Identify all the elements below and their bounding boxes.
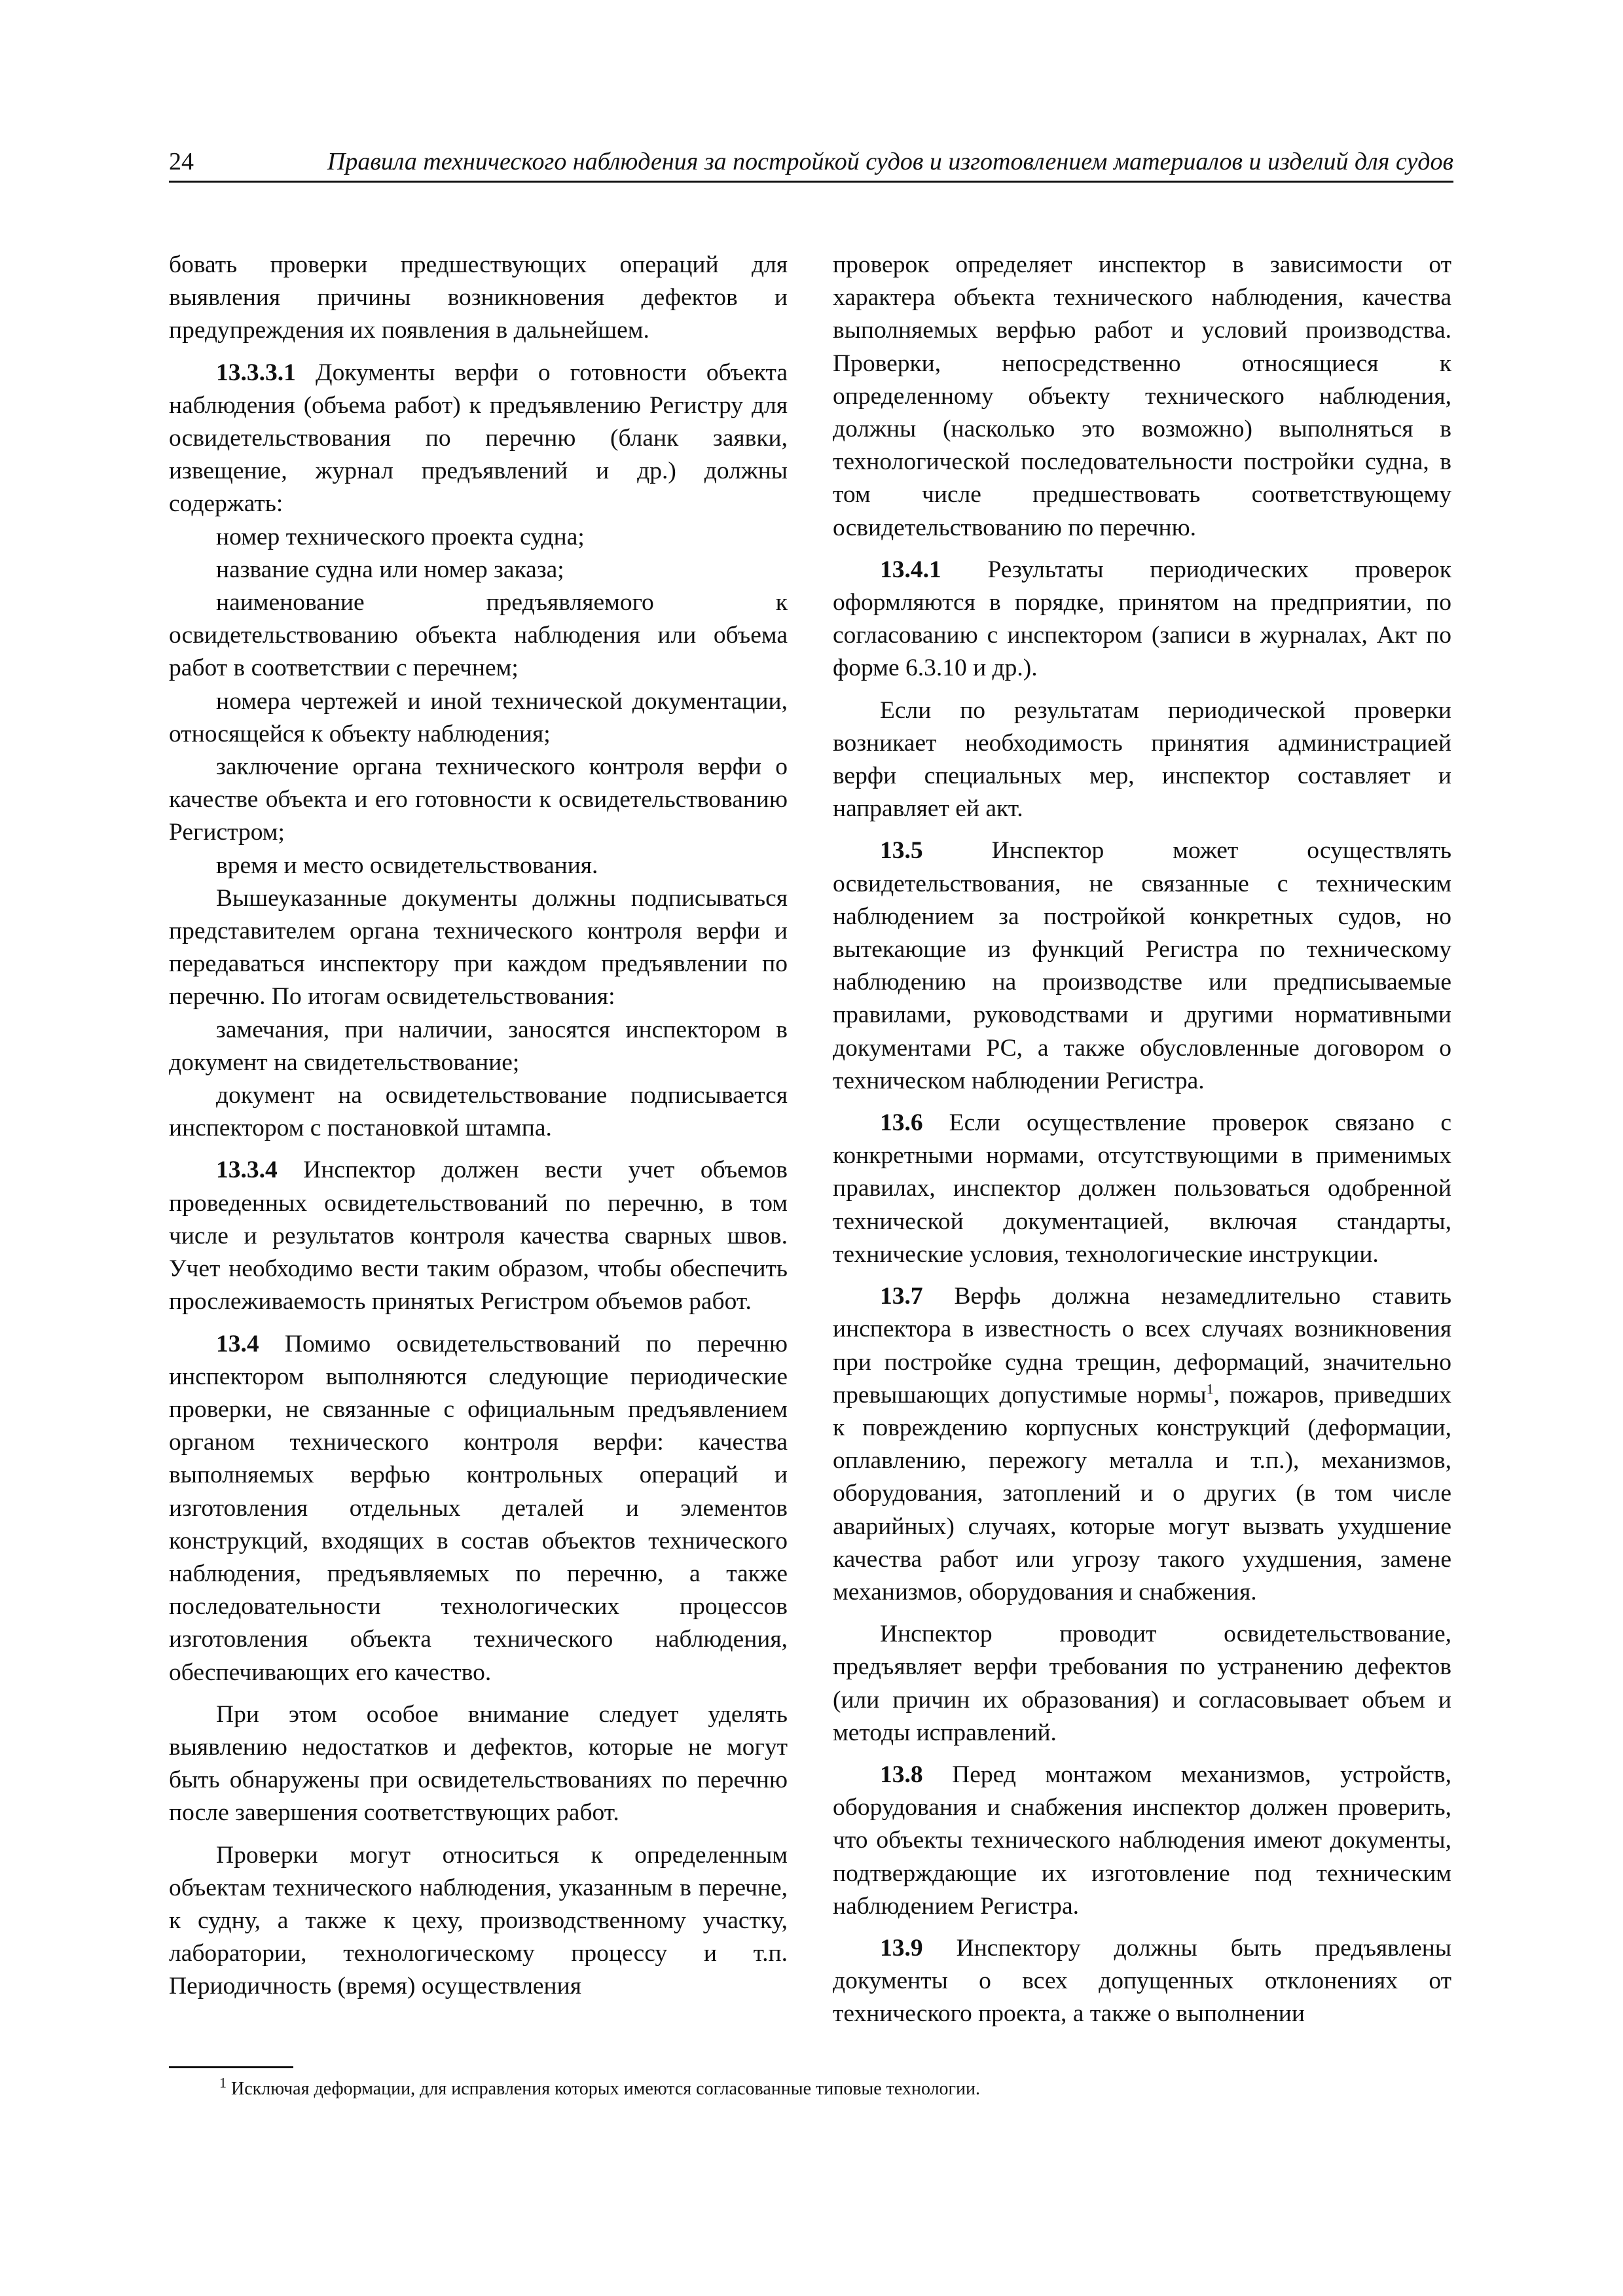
paragraph-13-4-1 (833, 554, 1451, 685)
paragraph-text: Если осуществление проверок связано с конкретными нормами, отсутствующими в применимых правилах, инспектор должен пользоваться одобренной технической документацией, включая стандарты, технические условия, технологические инструкции. (833, 1109, 1452, 1268)
paragraph-text: Перед монтажом механизмов, устройств, оборудования и снабжения инспектор должен проверить, что объекты технического наблюдения имеют документы, подтверждающие их изготовление под техническим наблюдением Регистра. (833, 1761, 1452, 1920)
section-number: 13.3.4 (216, 1157, 278, 1184)
paragraph: Инспектор проводит освидетельствование, предъявляет верфи требования по устранению дефектов (или причин их образования) и согласовывает объем и методы исправлений. (833, 1621, 1451, 1746)
left-column (169, 249, 788, 2003)
section-number: 13.7 (880, 1283, 923, 1310)
page-number: 24 (169, 148, 194, 175)
section-number: 13.4.1 (880, 556, 941, 583)
list-item: документ на освидетельствование подписывается инспектором с постановкой штампа. (169, 1082, 788, 1142)
footnote-text: Исключая деформации, для исправления которых имеются согласованные типовые технологии. (231, 2079, 980, 2099)
section-number: 13.5 (880, 837, 923, 865)
footnote-marker: 1 (219, 2074, 227, 2091)
running-title: Правила технического наблюдения за постройкой судов и изготовлением материалов и изделий для судов (327, 148, 1453, 175)
paragraph-text: , пожаров, приведших к повреждению корпусных конструкций (деформации, оплавлению, пережогу металла и т.п.), механизмов, оборудования, затоплений и о других (в том числе аварийных) случаях, которые могут вызвать ухудшение качества работ или угрозу такого ухудшения, замене механизмов, оборудования и снабжения. (833, 1381, 1451, 1605)
paragraph-13-8 (833, 1759, 1451, 1923)
paragraph: бовать проверки предшествующих операций для выявления причины возникновения дефектов и предупреждения их появления в дальнейшем. (169, 251, 788, 344)
paragraph-text: Документы верфи о готовности объекта наблюдения (объема работ) к предъявлению Регистру для освидетельствования по перечню (бланк заявки, извещение, журнал предъявлений и др.) должны содержать: (169, 359, 788, 518)
list-item: номер технического проекта судна; (216, 523, 585, 550)
paragraph-13-4 (169, 1328, 788, 1689)
paragraph-text: Инспектор может осуществлять освидетельствования, не связанные с техническим наблюдением за постройкой конкретных судов, но вытекающие из функций Регистра по техническому наблюдению на производстве или предписываемые правилами, руководствами и другими нормативными документами РС, а также обусловленные договором о техническом наблюдении Регистра. (833, 837, 1452, 1094)
list-item: время и место освидетельствования. (216, 852, 598, 879)
paragraph: Если по результатам периодической проверки возникает необходимость принятия администрацией верфи специальных мер, инспектор составляет и направляет ей акт. (833, 696, 1451, 823)
paragraph-13-9 (833, 1932, 1451, 2031)
paragraph-text: Результаты периодических проверок оформляются в порядке, принятом на предприятии, по согласованию с инспектором (записи в журналах, Акт по форме 6.3.10 и др.). (833, 556, 1452, 682)
paragraph: При этом особое внимание следует уделять выявлению недостатков и дефектов, которые не могут быть обнаружены при освидетельствованиях по перечню после завершения соответствующих работ. (169, 1700, 788, 1827)
paragraph: Проверки могут относиться к определенным объектам технического наблюдения, указанным в перечне, к судну, а также к цеху, производственному участку, лаборатории, технологическому процессу и т.п. Периодичность (время) осуществления (169, 1841, 788, 2000)
list-item: замечания, при наличии, заносятся инспектором в документ на свидетельствование; (169, 1016, 788, 1076)
list-item: название судна или номер заказа; (216, 556, 564, 583)
paragraph-text: Помимо освидетельствований по перечню инспектором выполняются следующие периодические проверки, не связанные с официальным предъявлением органом технического контроля верфи: качества выполняемых верфью контрольных операций и изготовления отдельных деталей и элементов конструкций, входящих в состав объектов технического наблюдения, предъявляемых по перечню, а также последовательности технологических процессов изготовления объекта технического наблюдения, обеспечивающих его качество. (169, 1330, 788, 1686)
list-item: наименование предъявляемого к освидетельствованию объекта наблюдения или объема работ в соответствии с перечнем; (169, 589, 788, 682)
paragraph-13-6 (833, 1107, 1451, 1271)
right-column (833, 249, 1451, 2031)
paragraph: Вышеуказанные документы должны подписываться представителем органа технического контроля верфи и передаваться инспектору при каждом предъявлении по перечню. По итогам освидетельствования: (169, 884, 788, 1011)
paragraph-text: Верфь должна незамедлительно ставить инспектора в известность о всех случаях возникновения при постройке судна трещин, деформаций, значительно превышающих допустимые нормы (833, 1283, 1452, 1408)
header-rule (169, 181, 1453, 183)
list-item: номера чертежей и иной технической документации, относящейся к объекту наблюдения; (169, 687, 788, 747)
page-header (169, 145, 1453, 183)
section-number: 13.6 (880, 1109, 923, 1137)
footnote (219, 2076, 980, 2102)
section-number: 13.8 (880, 1761, 923, 1788)
footnote-ref: 1 (1206, 1380, 1214, 1397)
section-number: 13.3.3.1 (216, 359, 296, 386)
paragraph-text: Инспектор должен вести учет объемов проведенных освидетельствований по перечню, в том числе и результатов контроля качества сварных швов. Учет необходимо вести таким образом, чтобы обеспечить прослеживаемость принятых Регистром объемов работ. (169, 1157, 788, 1316)
paragraph-text: Инспектору должны быть предъявлены документы о всех допущенных отклонениях от технического проекта, а также о выполнении (833, 1934, 1452, 2028)
list-item: заключение органа технического контроля верфи о качестве объекта и его готовности к освидетельствованию Регистром; (169, 753, 788, 846)
section-number: 13.4 (216, 1330, 259, 1357)
paragraph-13-5 (833, 834, 1451, 1098)
paragraph-13-7 (833, 1280, 1451, 1609)
paragraph: проверок определяет инспектор в зависимости от характера объекта технического наблюдения, качества выполняемых верфью работ и условий производства. Проверки, непосредственно относящиеся к определенному объекту технического наблюдения, должны (насколько это возможно) выполняться в технологической последовательности постройки судна, в том числе предшествовать соответствующему освидетельствованию по перечню. (833, 251, 1451, 541)
paragraph-13-3-3-1 (169, 357, 788, 521)
footnote-rule (169, 2066, 293, 2068)
section-number: 13.9 (880, 1934, 923, 1962)
paragraph-13-3-4 (169, 1154, 788, 1318)
